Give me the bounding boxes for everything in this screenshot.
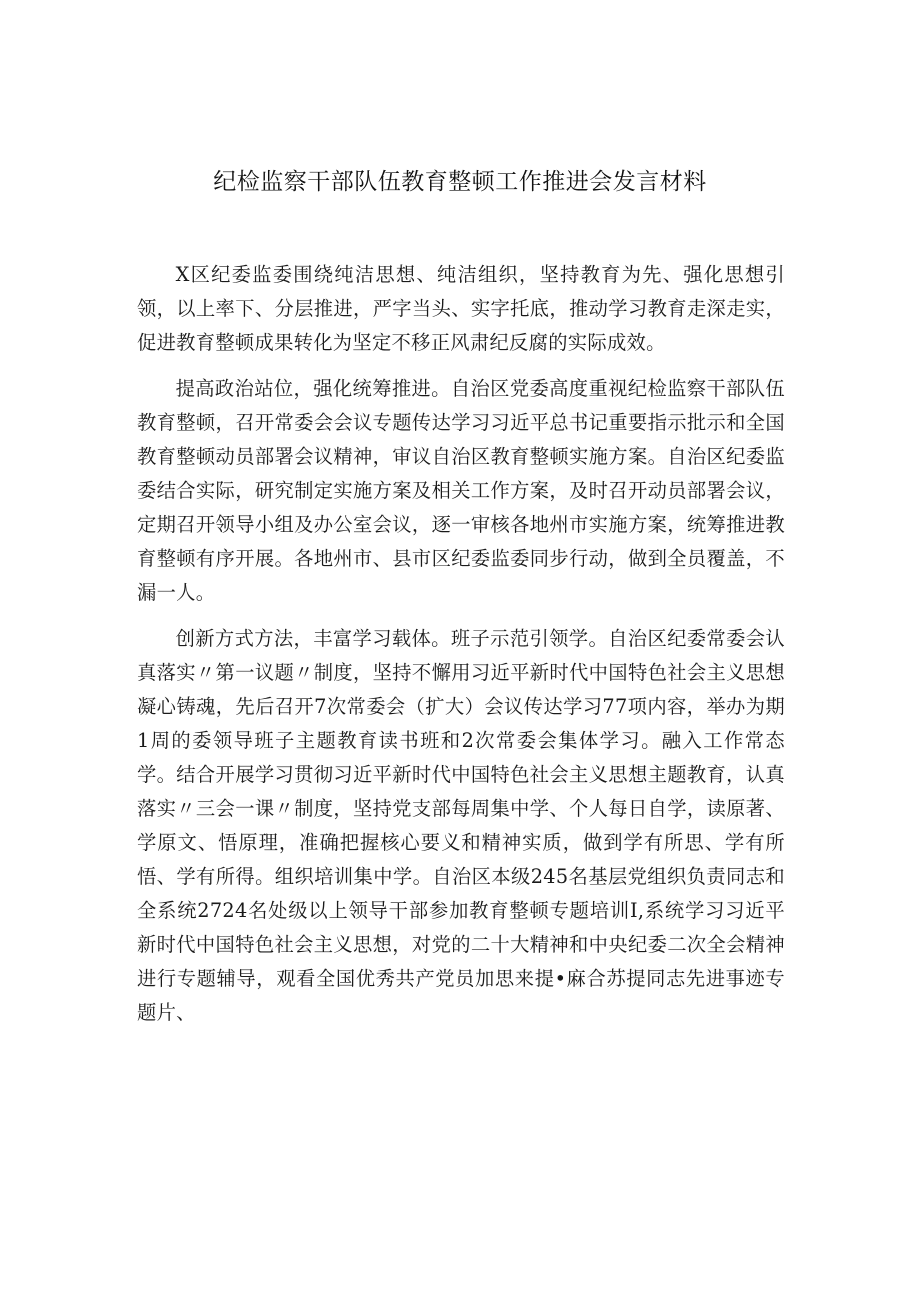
paragraph-intro: X区纪委监委围绕纯洁思想、纯洁组织，坚持教育为先、强化思想引领，以上率下、分层推进，严字当头、实字托底，推动学习教育走深走实，促进教育整顿成果转化为坚定不移正风肃纪反腐的实际成效。 bbox=[137, 263, 785, 354]
paragraph-political-stance: 提高政治站位，强化统筹推进。自治区党委高度重视纪检监察干部队伍教育整顿，召开常委会会议专题传达学习习近平总书记重要指示批示和全国教育整顿动员部署会议精神，审议自治区教育整顿实施方案。自治区纪委监委结合实际，研究制定实施方案及相关工作方案，及时召开动员部署会议，定期召开领导小组及办公室会议，逐一审核各地州市实施方案，统筹推进教育整顿有序开展。各地州市、县市区纪委监委同步行动，做到全员覆盖，不漏一人。 bbox=[137, 377, 785, 604]
document-body bbox=[137, 258, 785, 1042]
paragraph-learning-methods: 创新方式方法，丰富学习载体。班子示范引领学。自治区纪委常委会认真落实〃第一议题〃制度，坚持不懈用习近平新时代中国特色社会主义思想凝心铸魂，先后召开7次常委会（扩大）会议传达学习77项内容，举办为期1周的委领导班子主题教育读书班和2次常委会集体学习。融入工作常态学。结合开展学习贯彻习近平新时代中国特色社会主义思想主题教育，认真落实〃三会一课〃制度，坚持党支部每周集中学、个人每日自学，读原著、学原文、悟原理，准确把握核心要义和精神实质，做到学有所思、学有所悟、学有所得。组织培训集中学。自治区本级245名基层党组织负责同志和全系统2724名处级以上领导干部参加教育整顿专题培训I,系统学习习近平新时代中国特色社会主义思想，对党的二十大精神和中央纪委二次全会精神进行专题辅导，观看全国优秀共产党员加思来提•麻合苏提同志先进事迹专题片、 bbox=[137, 627, 785, 1024]
document-title: 纪检监察干部队伍教育整顿工作推进会发言材料 bbox=[213, 169, 707, 195]
